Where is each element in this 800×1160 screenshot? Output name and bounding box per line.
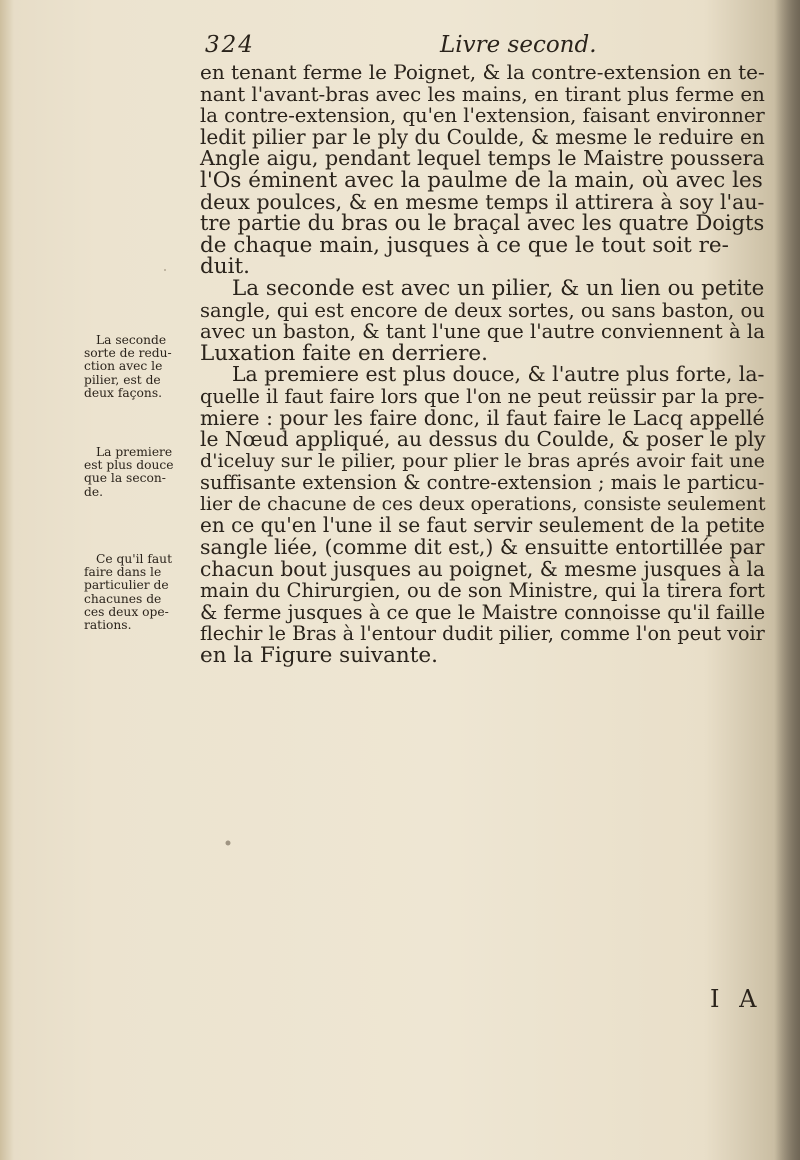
- signature-mark: I A: [710, 985, 763, 1013]
- margin-note-line: faire dans le: [84, 565, 162, 580]
- text-line: chacun bout jusques au poignet, & mesme jusques à la: [200, 556, 766, 581]
- margin-note-line: particulier de: [84, 578, 169, 593]
- page-number: 324: [205, 32, 255, 58]
- margin-note-line: rations.: [84, 618, 132, 633]
- margin-note-line: Ce qu'il faut: [96, 552, 172, 566]
- margin-note-line: ction avec le: [84, 359, 163, 374]
- text-line: en ce qu'en l'une il se faut servir seulement de la petite: [200, 513, 765, 538]
- margin-note-line: sorte de redu-: [84, 346, 172, 361]
- text-line: duit.: [200, 254, 250, 280]
- text-line: Angle aigu, pendant lequel temps le Maistre poussera: [200, 146, 765, 171]
- text-line: deux poulces, & en mesme temps il attirera à soy l'au-: [200, 189, 765, 214]
- margin-note-line: La seconde: [96, 333, 167, 347]
- text-line: main du Chirurgien, ou de son Ministre, qui la tirera fort: [200, 579, 765, 603]
- margin-note-line: de.: [84, 484, 104, 499]
- text-line: avec un baston, & tant l'une que l'autre conviennent à la: [200, 320, 765, 344]
- text-line: en la Figure suivante.: [200, 643, 438, 669]
- text-line: tre partie du bras ou le braçal avec les quatre Doigts: [200, 211, 765, 236]
- margin-note-line: est plus douce: [84, 458, 174, 473]
- margin-note-line: ces deux ope-: [84, 604, 169, 619]
- text-line: l'Os éminent avec la paulme de la main, où avec les: [200, 167, 763, 193]
- text-line: La seconde est avec un pilier, & un lien ou petite: [232, 275, 765, 301]
- text-line: quelle il faut faire lors que l'on ne peut reüssir par la pre-: [200, 384, 765, 408]
- text-line: le Nœud appliqué, au dessus du Coulde, & poser le ply: [200, 427, 766, 452]
- text-line: d'iceluy sur le pilier, pour plier le bras aprés avoir fait une: [200, 449, 765, 472]
- text-line: flechir le Bras à l'entour dudit pilier, comme l'on peut voir: [200, 622, 765, 646]
- text-line: nant l'avant-bras avec les mains, en tirant plus ferme en: [200, 82, 765, 106]
- text-line: sangle liée, (comme dit est,) & ensuitte entortillée par: [200, 535, 765, 560]
- running-title: Livre second.: [440, 32, 597, 58]
- margin-note-line: chacunes de: [84, 591, 162, 606]
- text-line: La premiere est plus douce, & l'autre plus forte, la-: [232, 362, 765, 387]
- text-line: ledit pilier par le ply du Coulde, & mesme le reduire en: [200, 124, 765, 149]
- text-line: Luxation faite en derriere.: [200, 340, 488, 366]
- text-line: de chaque main, jusques à ce que le tout soit re-: [200, 232, 729, 258]
- margin-note-line: deux façons.: [84, 385, 163, 400]
- text-line: suffisante extension & contre-extension ; mais le particu-: [200, 471, 765, 495]
- text-line: en tenant ferme le Poignet, & la contre-extension en te-: [200, 60, 765, 84]
- text-line: & ferme jusques à ce que le Maistre connoisse qu'il faille: [200, 600, 766, 624]
- text-line: miere : pour les faire donc, il faut faire le Lacq appellé: [200, 405, 765, 430]
- text-line: sangle, qui est encore de deux sortes, ou sans baston, ou: [200, 298, 765, 322]
- margin-note-line: que la secon-: [84, 471, 166, 486]
- margin-note-line: pilier, est de: [84, 372, 161, 387]
- text-line: la contre-extension, qu'en l'extension, faisant environner: [200, 104, 765, 128]
- text-line: lier de chacune de ces deux operations, consiste seulement: [200, 493, 766, 515]
- margin-note-line: La premiere: [96, 445, 173, 459]
